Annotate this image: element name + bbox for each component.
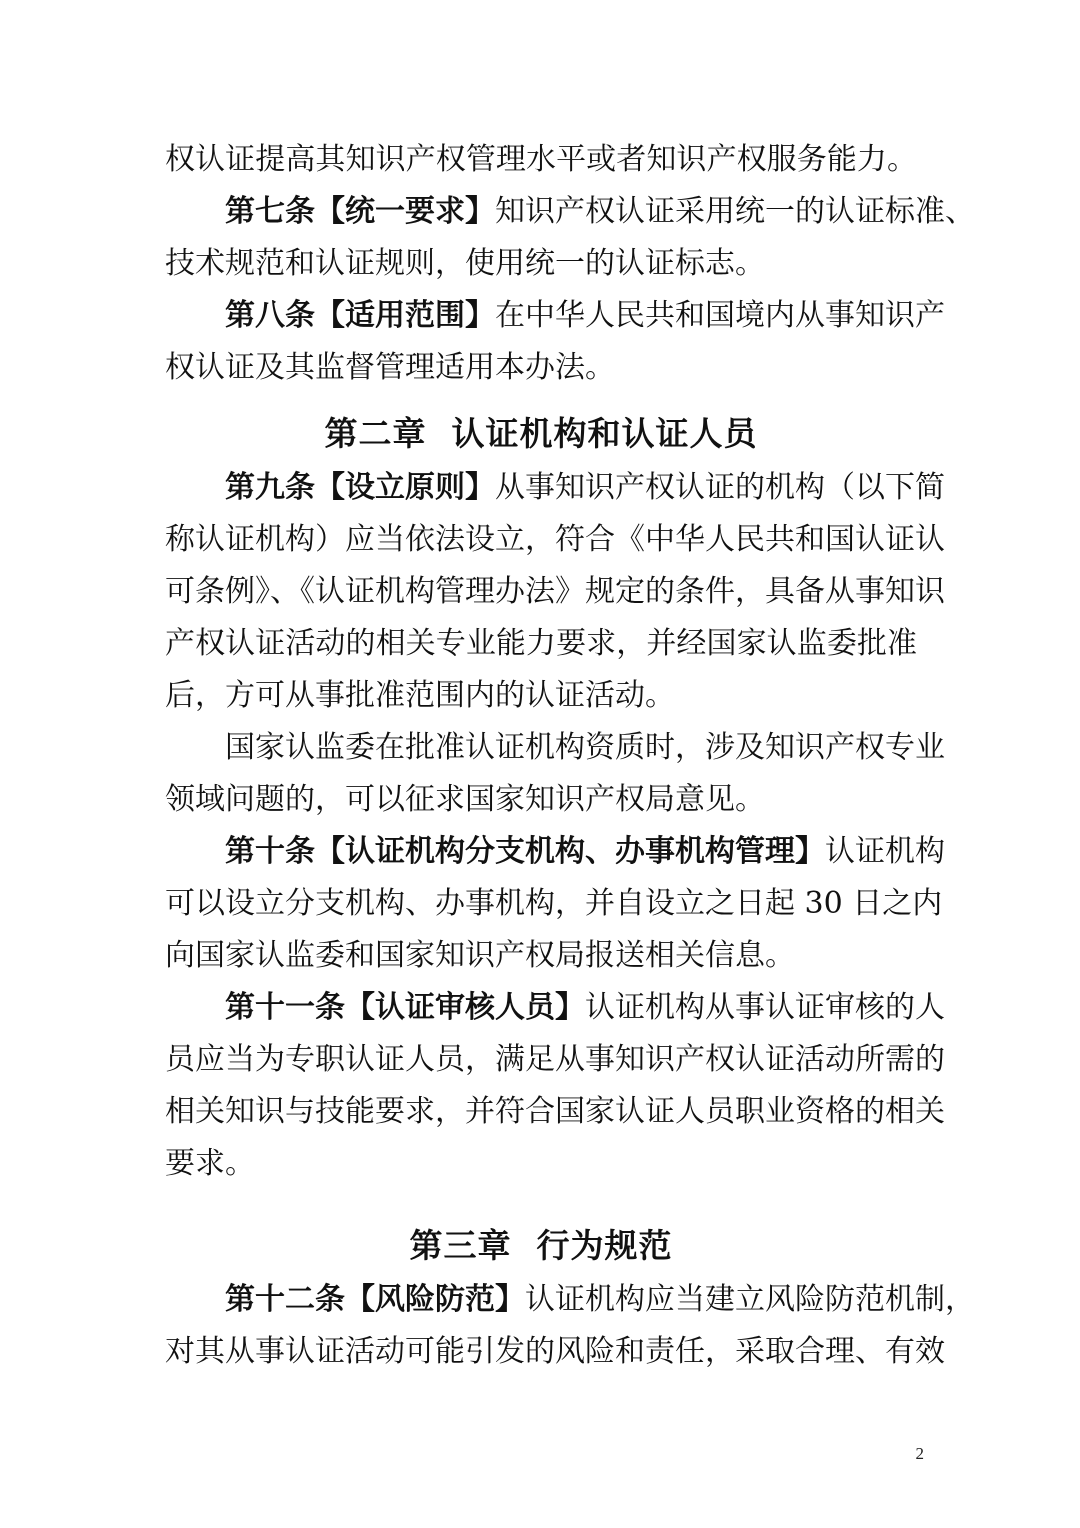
article-7 [165,186,975,238]
article-9 [165,462,945,514]
text-line: 相关知识与技能要求，并符合国家认证人员职业资格的相关 [165,1094,945,1129]
text-line: 权认证及其监督管理适用本办法。 [165,350,615,385]
document-body [165,134,975,1378]
article-11 [165,982,945,1034]
chapter-heading: 第三章 行为规范 [409,1226,673,1265]
text-line: 在中华人民共和国境内从事知识产 [495,298,945,333]
article-8 [165,290,945,342]
text-line: 可条例》、《认证机构管理办法》规定的条件，具备从事知识 [165,574,945,609]
text-line: 对其从事认证活动可能引发的风险和责任，采取合理、有效 [165,1334,945,1369]
text-line: 要求。 [165,1146,255,1181]
text-line: 知识产权认证采用统一的认证标准、 [495,194,975,229]
text-line: 认证机构从事认证审核的人 [585,990,945,1025]
text-line: 员应当为专职认证人员，满足从事知识产权认证活动所需的 [165,1042,945,1077]
text-line: 产权认证活动的相关专业能力要求，并经国家认监委批准 [165,626,917,661]
text-line: 可以设立分支机构、办事机构，并自设立之日起 30 日之内 [165,886,943,921]
text-line: 国家认监委在批准认证机构资质时，涉及知识产权专业 [225,730,945,765]
text-line: 从事知识产权认证的机构（以下简 [495,470,945,505]
text-line: 认证机构 [825,834,945,869]
article-heading: 第八条【适用范围】 [225,298,495,333]
text-line: 领域问题的，可以征求国家知识产权局意见。 [165,782,765,817]
text-line: 向国家认监委和国家知识产权局报送相关信息。 [165,938,795,973]
text-line: 认证机构应当建立风险防范机制， [525,1282,975,1317]
article-heading: 第九条【设立原则】 [225,470,495,505]
page-number: 2 [915,1444,924,1463]
article-heading: 第十二条【风险防范】 [225,1282,525,1317]
article-heading: 第十一条【认证审核人员】 [225,990,585,1025]
article-heading: 第七条【统一要求】 [225,194,495,229]
text-line: 称认证机构）应当依法设立，符合《中华人民共和国认证认 [165,522,945,557]
text-line: 技术规范和认证规则，使用统一的认证标志。 [165,246,765,281]
article-12 [165,1274,975,1326]
chapter-heading: 第二章 认证机构和认证人员 [324,414,758,453]
text-line: 后，方可从事批准范围内的认证活动。 [165,678,675,713]
article-heading: 第十条【认证机构分支机构、办事机构管理】 [225,834,825,869]
article-10 [165,826,945,878]
text-line: 权认证提高其知识产权管理水平或者知识产权服务能力。 [165,142,917,177]
